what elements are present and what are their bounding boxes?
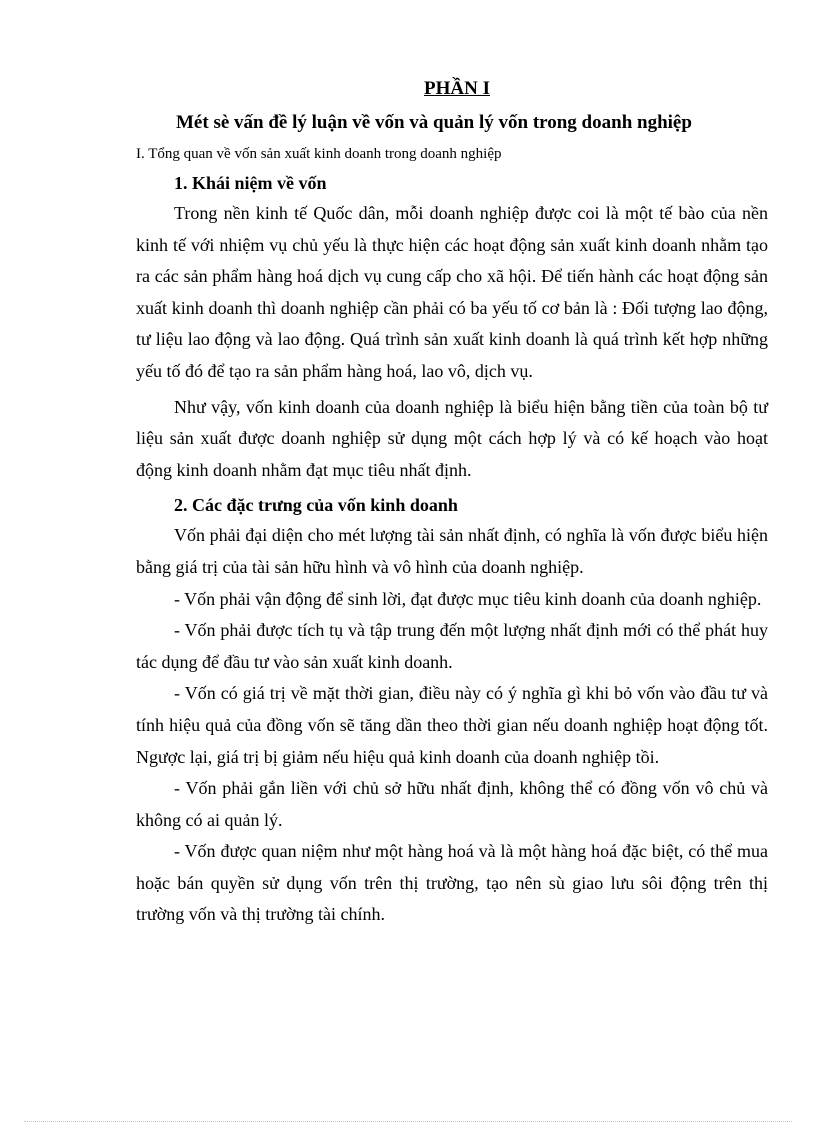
bullet-paragraph: - Vốn phải vận động để sinh lời, đạt được mục tiêu kinh doanh của doanh nghiệp. — [174, 588, 762, 609]
bullet-paragraph: - Vốn được quan niệm như một hàng hoá và là một hàng hoá đặc biệt, có thể mua hoặc bán quyền sử dụng vốn trên thị trường, tạo nên sù giao lưu sôi động trên thị trường vốn và thị trường tài chính. — [136, 841, 768, 925]
subsection-heading-concept: 1. Khái niệm về vốn — [174, 173, 327, 193]
paragraph: Như vậy, vốn kinh doanh của doanh nghiệp là biểu hiện bằng tiền của toàn bộ tư liệu sản xuất được doanh nghiệp sử dụng một cách hợp lý và có kế hoạch vào hoạt động kinh doanh nhằm đạt mục tiêu nhất định. — [136, 396, 768, 480]
paragraph: Trong nền kinh tế Quốc dân, mỗi doanh nghiệp được coi là một tế bào của nền kinh tế với nhiệm vụ chủ yếu là thực hiện các hoạt động sản xuất kinh doanh nhằm tạo ra các sản phẩm hàng hoá dịch vụ cung cấp cho xã hội. Để tiến hành các hoạt động sản xuất kinh doanh thì doanh nghiệp cần phải có ba yếu tố cơ bản là : Đối tượng lao động, tư liệu lao động và lao động. Quá trình sản xuất kinh doanh là quá trình kết hợp những yếu tố đó để tạo ra sản phẩm hàng hoá, lao vô, dịch vụ. — [136, 203, 768, 381]
part-title: PHẦN I — [424, 78, 490, 99]
bullet-paragraph: - Vốn phải được tích tụ và tập trung đến một lượng nhất định mới có thể phát huy tác dụng để đầu tư vào sản xuất kinh doanh. — [136, 620, 768, 672]
paragraph: Vốn phải đại diện cho mét lượng tài sản nhất định, có nghĩa là vốn được biểu hiện bằng giá trị của tài sản hữu hình và vô hình của doanh nghiệp. — [136, 525, 768, 577]
document-page — [136, 72, 768, 931]
main-title: Mét sè vấn đề lý luận về vốn và quản lý vốn trong doanh nghiệp — [176, 112, 692, 133]
subsection-heading-characteristics: 2. Các đặc trưng của vốn kinh doanh — [174, 495, 458, 516]
section-heading: I. Tổng quan về vốn sản xuất kinh doanh trong doanh nghiệp — [136, 146, 502, 162]
bullet-paragraph: - Vốn phải gắn liền với chủ sở hữu nhất định, không thể có đồng vốn vô chủ và không có ai quản lý. — [136, 778, 768, 830]
bullet-paragraph: - Vốn có giá trị về mặt thời gian, điều này có ý nghĩa gì khi bỏ vốn vào đầu tư và tính hiệu quả của đồng vốn sẽ tăng dần theo thời gian nếu doanh nghiệp hoạt động tốt. Ngược lại, giá trị bị giảm nếu hiệu quả kinh doanh của doanh nghiệp tồi. — [136, 683, 768, 767]
page-bottom-divider — [24, 1121, 792, 1122]
